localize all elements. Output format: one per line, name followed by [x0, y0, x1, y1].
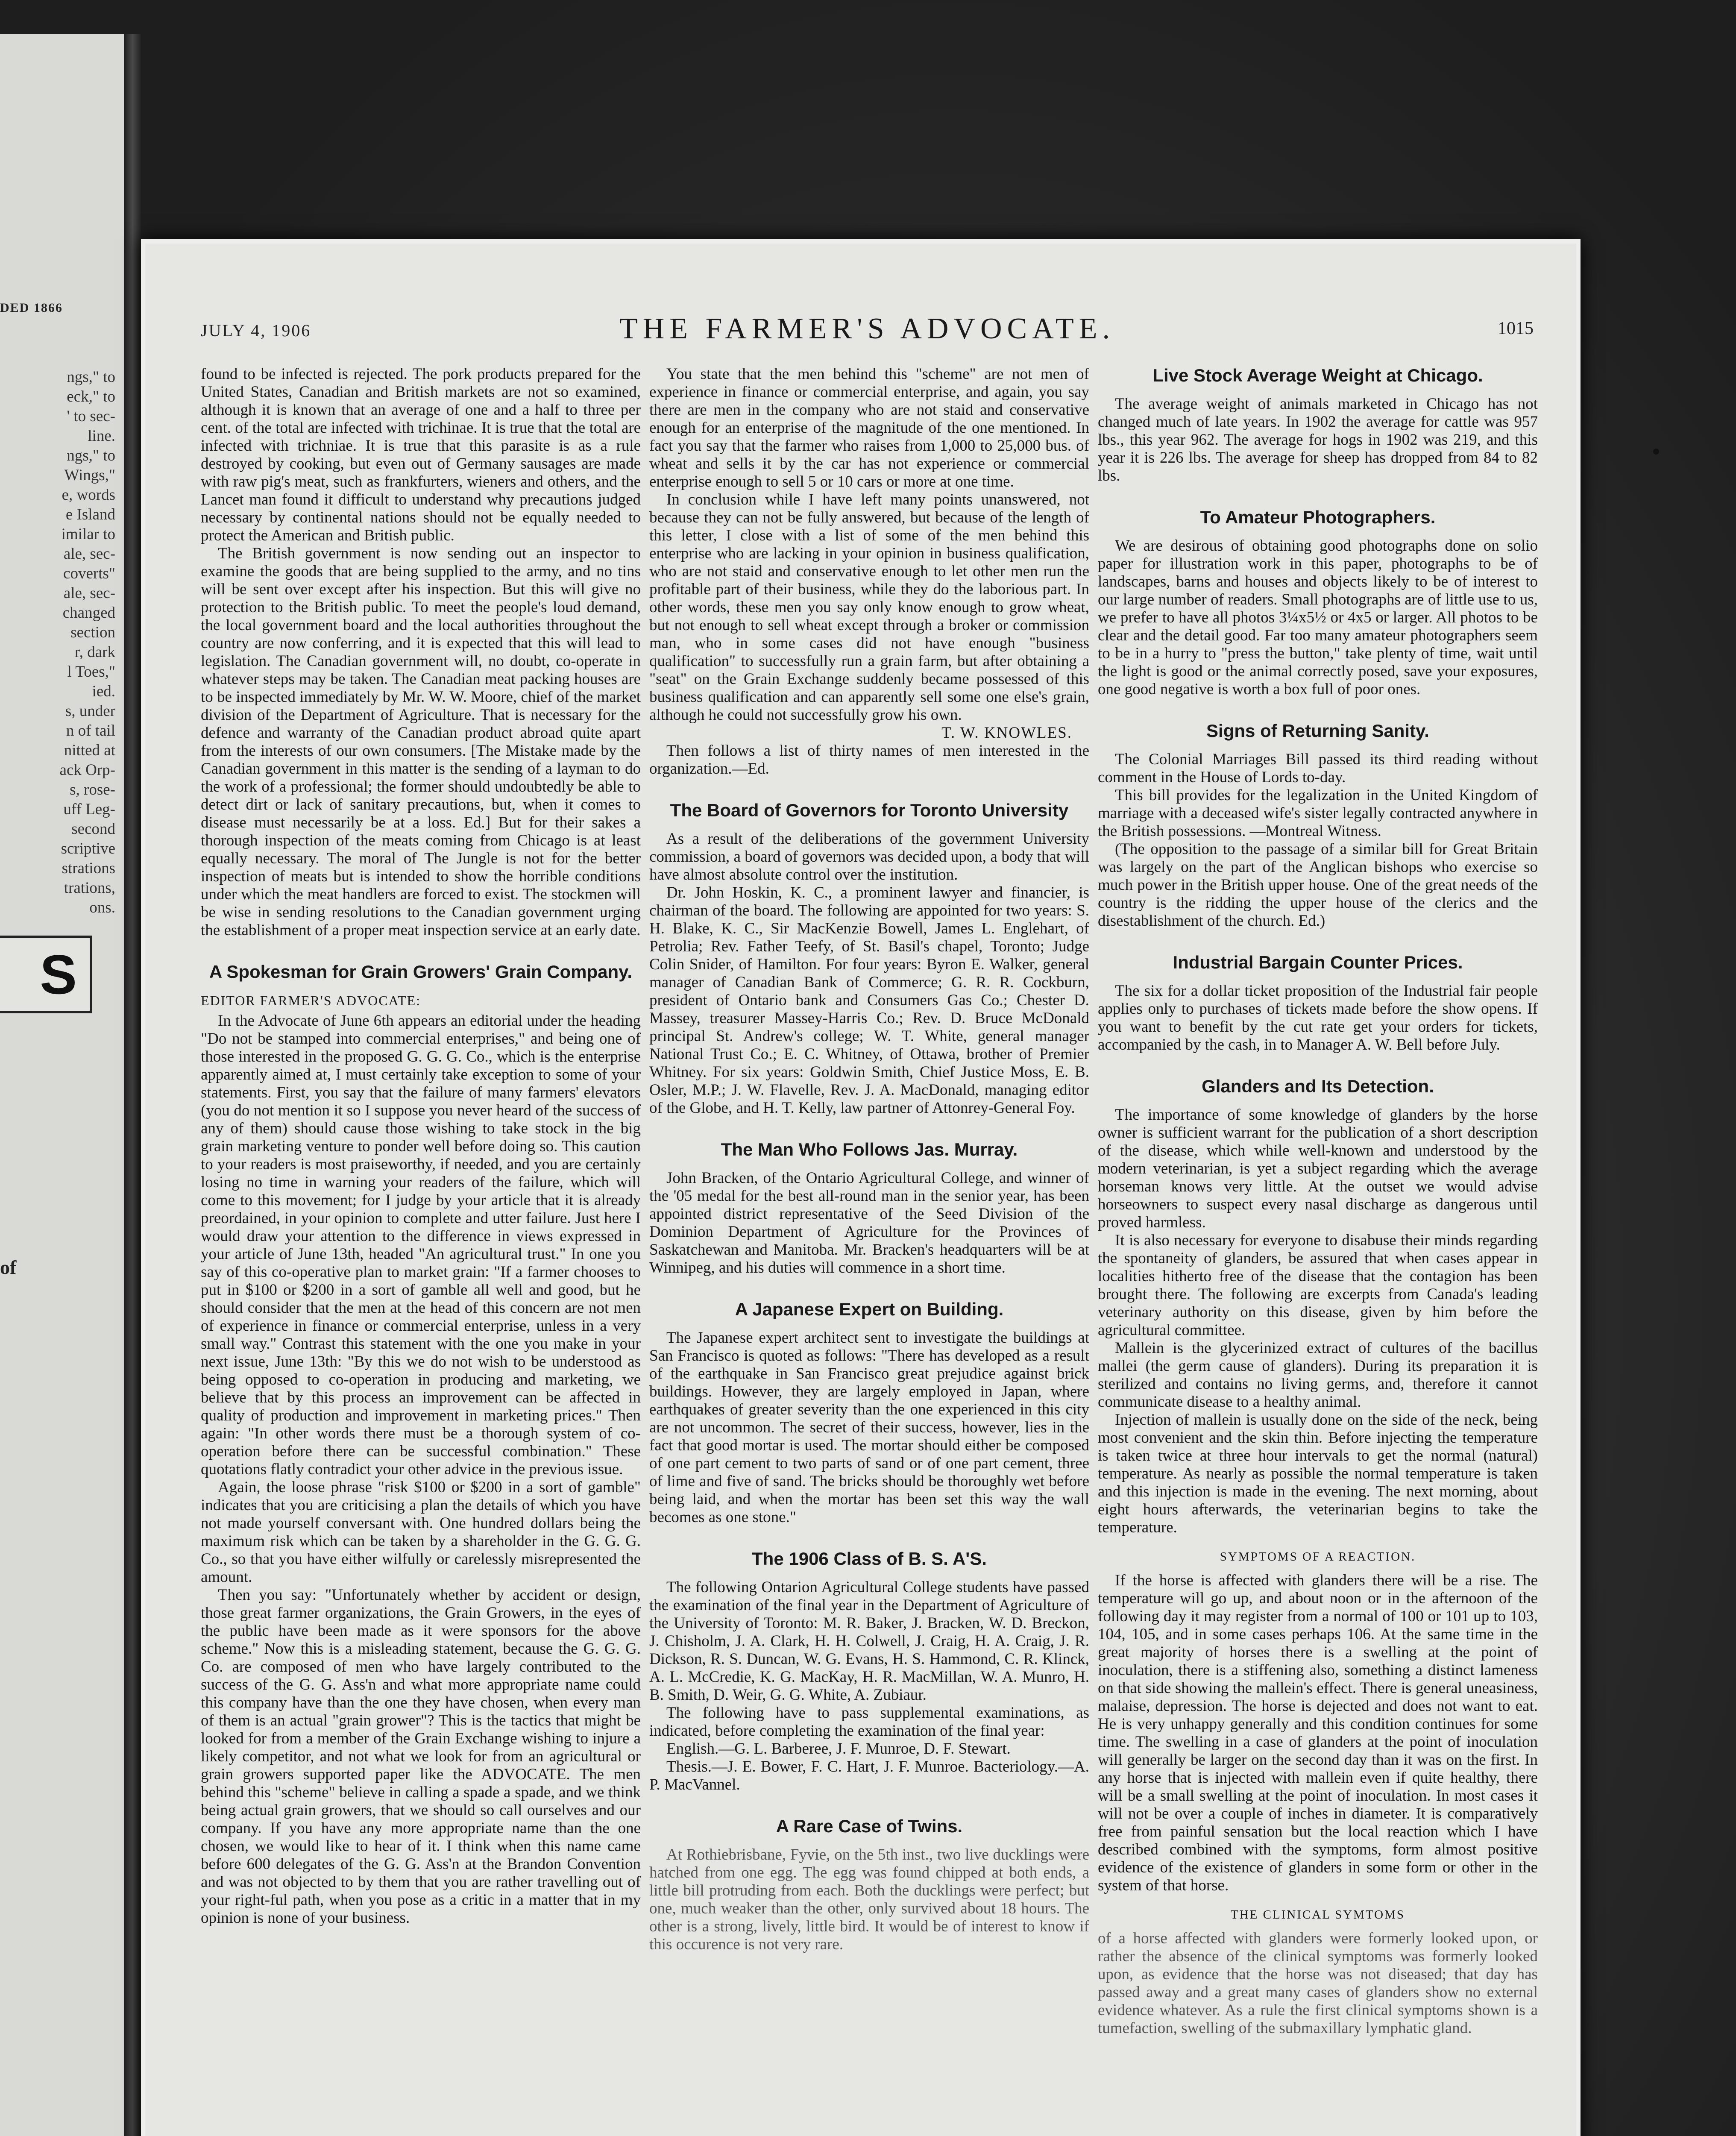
article-paragraph: If the horse is affected with glanders there will be a rise. The temperature will go up, and about noon or in the afternoon of the following day it may register from a normal of 100 or 101 up to 103, 104, 105, and in some cases perhaps 106. At the same time in the great majority of horses there is a swelling at the point of inoculation, there is a stiffening also, something a distinct lameness on that side showing the mallein's effect. There is general uneasiness, malaise, depression. The horse is dejected and does not want to eat. He is very unhappy generally and this condition continues for some time. The swelling in a case of glanders at the point of inoculation will generally be larger on the second day than it was on the first. In any horse that is injected with mallein even if quite healthy, there will be a small swelling at the point of inoculation. In most cases it will not be over a couple of inches in diameter. It is comparatively free from painful sensation but the local reaction which I have described combined with the symptoms, form almost positive evidence of the existence of glanders in some form or other in the system of that horse. — [1098, 1572, 1538, 1894]
article-paragraph: In conclusion while I have left many points unanswered, not because they can not be fully answered, but because of the length of this letter, I close with a list of some of the men behind this enterprise who are lacking in your opinion in business qualification, who are not staid and conservative enough to let other men run the profitable part of their business, while they do the laborious part. In other words, these men you say only know enough to grow wheat, but not enough to sell wheat except through a broker or commission man, who in some cases did not have enough "business qualification" to successfully run a grain farm, but after obtaining a "seat" on the Grain Exchange suddenly became possessed of this business qualification and can apparently sell some one else's grain, although he could not successfully grow his own. — [649, 491, 1089, 724]
adjacent-page-line: n of tail — [66, 722, 115, 739]
headline-returning-sanity: Signs of Returning Sanity. — [1206, 721, 1429, 741]
adjacent-page-ad-box — [0, 936, 92, 1013]
article-paragraph: Mallein is the glycerinized extract of cultures of the bacillus mallei (the germ cause of glanders). During its preparation it is sterilized and contains no living germs, and, therefore it cannot communicate disease to a healthy animal. — [1098, 1339, 1538, 1411]
masthead-title: THE FARMER'S ADVOCATE. — [619, 312, 1115, 345]
headline-toronto-university: The Board of Governors for Toronto University — [670, 800, 1069, 820]
article-paragraph: The six for a dollar ticket proposition of the Industrial fair people applies only to purchases of tickets made before the show opens. If you want to benefit by the cut rate get your orders for tickets, accompanied by the cash, in to Manager A. W. Bell before July. — [1098, 982, 1538, 1053]
newspaper-page — [141, 239, 1581, 2136]
subheading-clinical-symptoms: THE CLINICAL SYMTOMS — [1230, 1908, 1405, 1922]
adjacent-page-line: uff Leg- — [63, 801, 115, 818]
adjacent-page-line: ons. — [89, 899, 115, 916]
letter-signature: T. W. KNOWLES. — [941, 724, 1072, 742]
headline-livestock-weight: Live Stock Average Weight at Chicago. — [1152, 365, 1483, 385]
adjacent-page-header: DED 1866 — [0, 301, 63, 315]
article-paragraph: John Bracken, of the Ontario Agricultural College, and winner of the '05 medal for the best all-round man in the senior year, has been appointed district representative of the Seed Division of the Dominion Department of Agriculture for the Provinces of Saskatchewan and Manitoba. Mr. Bracken's headquarters will be at Winnipeg, and his duties will commence in a short time. — [649, 1169, 1089, 1276]
adjacent-page-line: eck," to — [67, 388, 115, 405]
adjacent-page-line: s, rose- — [70, 781, 115, 798]
adjacent-page-line: l Toes," — [67, 663, 115, 681]
adjacent-page-text — [0, 367, 124, 918]
book-spine — [124, 34, 141, 2136]
adjacent-page-line: imilar to — [61, 525, 115, 543]
article-paragraph: Injection of mallein is usually done on the side of the neck, being most convenient and the skin thin. Before injecting the temperature is taken twice at three hour intervals to get the normal (natural) temperature. As nearly as possible the normal temperature is taken and this injection is made in the evening. The next morning, about eight hours afterwards, the veterinarian begins to take the temperature. — [1098, 1411, 1538, 1536]
editor-salutation: EDITOR FARMER'S ADVOCATE: — [201, 993, 421, 1008]
article-paragraph: The Japanese expert architect sent to investigate the buildings at San Francisco is quoted as follows: "There has developed as a result of the earthquake in San Francisco great prejudice against brick buildings. However, they are largely employed in Japan, where earthquakes of greater severity than the one experienced in this city are not uncommon. The secret of their success, however, lies in the fact that good mortar is used. The mortar should either be composed of one part cement to two parts of sand or of one part cement, three of lime and five of sand. The bricks should be thoroughly wet before being laid, and when the mortar has been set this way the wall becomes as one stone." — [649, 1329, 1089, 1526]
article-paragraph: (The opposition to the passage of a similar bill for Great Britain was largely on the part of the Anglican bishops who exercise so much power in the British upper house. One of the great needs of the country is the ridding the upper house of the clerics and the disestablishment of the church. Ed.) — [1098, 840, 1538, 930]
adjacent-page-line: e, words — [62, 486, 115, 504]
adjacent-page-line: line. — [88, 427, 115, 445]
headline-amateur-photographers: To Amateur Photographers. — [1200, 507, 1436, 527]
adjacent-page-line: scriptive — [61, 840, 115, 857]
adjacent-page-line: r, dark — [74, 643, 115, 661]
article-paragraph: As a result of the deliberations of the government University commission, a board of governors was decided upon, a body that will have almost absolute control over the institution. — [649, 830, 1089, 883]
article-paragraph: The following Ontarion Agricultural College students have passed the examination of the final year in the Department of Agriculture of the University of Toronto: M. R. Baker, J. Bracken, W. D. Breckon, J. Chisholm, J. A. Clark, H. H. Colwell, J. Craig, H. A. Craig, J. R. Dickson, R. S. Duncan, W. G. Evans, H. S. Hammond, C. R. Klinck, A. L. McCredie, K. G. MacKay, H. R. MacMillan, W. A. Munro, H. B. Smith, D. Weir, G. G. White, A. Zubiaur. — [649, 1579, 1089, 1704]
ad-box-letter: S — [40, 943, 77, 1006]
article-paragraph: The Colonial Marriages Bill passed its third reading without comment in the House of Lords to-day. — [1098, 751, 1538, 786]
adjacent-page-line: section — [70, 624, 115, 641]
adjacent-page-line: trations, — [64, 879, 115, 897]
headline-japanese-expert: A Japanese Expert on Building. — [735, 1299, 1004, 1319]
adjacent-page-line: second — [71, 820, 115, 838]
article-paragraph: found to be infected is rejected. The pork products prepared for the United States, Canadian and British markets are not so examined, although it is known that an average of one and a half to three per cent. of the total are infected with trichinae. It is true that the total are infected with trichniae. It is true that this parasite is as a rule destroyed by cooking, but even out of Germany sausages are made with raw pig's meat, such as frankfurters, wieners and others, and the Lancet man found it difficult to understand why precautions judged necessary by continental nations should not be equally needed to protect the American and British public. — [201, 365, 641, 544]
article-paragraph: The importance of some knowledge of glanders by the horse owner is sufficient warrant for the publication of a short description of the disease, which while well-known and understood by the modern veterinarian, is yet a subject regarding which the average horseman knows very little. At the outset we would advise horseowners to suspect every nasal discharge as dangerous until proved harmless. — [1098, 1106, 1538, 1231]
article-paragraph: Dr. John Hoskin, K. C., a prominent lawyer and financier, is chairman of the board. The following are appointed for two years: S. H. Blake, K. C., Sir MacKenzie Bowell, James L. Englehart, of Petrolia; Rev. Father Teefy, of St. Basil's chapel, Toronto; Judge Colin Snider, of Hamilton. For four years: Byron E. Walker, general manager of Canadian Bank of Commerce; G. R. R. Cockburn, president of Ontario bank and Consumers Gas Co.; Chester D. Massey, treasurer Massey-Harris Co.; Rev. D. Bruce McDonald principal St. Andrew's college; W. T. White, general manager National Trust Co.; E. C. Whitney, of Ottawa, brother of Premier Whitney. For six years: Goldwin Smith, Chief Justice Moss, E. B. Osler, M.P.; J. W. Flavelle, Rev. J. A. MacDonald, managing editor of the Globe, and H. T. Kelly, law partner of Attonrey-General Foy. — [649, 884, 1089, 1117]
adjacent-page-line: ngs," to — [67, 368, 115, 386]
adjacent-page-line: strations — [62, 860, 115, 877]
headline-twins: A Rare Case of Twins. — [776, 1816, 963, 1836]
article-paragraph: The British government is now sending out an inspector to examine the goods that are being supplied to the army, and no tins will be sent over except after his inspection. But this will give no protection to the British public. To meet the people's loud demand, the local government board and the local authorities throughout the country are now conferring, and it is expected that this will lead to legislation. The Canadian government will, no doubt, co-operate in whatever steps may be taken. The Canadian meat packing houses are to be inspected immediately by Mr. W. W. Moore, chief of the market division of the Department of Agriculture. That is necessary for the defence and warranty of the Canadian product abroad quite apart from the interests of our own consumers. [The Mistake made by the Canadian government in this matter is the sending of a layman to do the work of a professional; the former should undoubtedly be able to detect dirt or lack of sanitary precautions, but, when it comes to disease must necessarily be at a loss. Ed.] But for their sakes a thorough inspection of the meats coming from Chicago is at least equally necessary. The moral of The Jungle is not for the better inspection of meats but is intended to show the horrible conditions under which the meat handlers are forced to exist. The stockmen will be wise in sending resolutions to the Canadian government urging the establishment of a proper meat inspection service at an early date. — [201, 545, 641, 939]
adjacent-page-line: ale, sec- — [63, 545, 115, 563]
article-paragraph: You state that the men behind this "scheme" are not men of experience in finance or commercial enterprise, and again, you say there are men in the company who are not staid and conservative enough for an enterprise of the magnitude of the one mentioned. In fact you say that the farmer who raises from 1,000 to 25,000 bus. of wheat and sells it by the car has not experience or commercial enterprise enough to sell 5 or 10 cars or more at one time. — [649, 365, 1089, 490]
scan-speck — [1653, 449, 1659, 455]
headline-bsa-class: The 1906 Class of B. S. A'S. — [752, 1549, 987, 1569]
headline-glanders: Glanders and Its Detection. — [1202, 1076, 1434, 1096]
headline-bargain-prices: Industrial Bargain Counter Prices. — [1173, 952, 1463, 972]
article-paragraph: Then you say: "Unfortunately whether by accident or design, those great farmer organizations, the Grain Growers, in the eyes of the public have been made as it were sponsors for the above scheme." Now this is a misleading statement, because the G. G. G. Co. are composed of men who have largely contributed to the success of the G. G. Ass'n and what more appropriate name could this company have than the one they have chosen, when every man of them is an actual "grain grower"? This is the tactics that might be looked for from a member of the Grain Exchange wishing to injure a likely competitor, and not what we look for from an agricultural or grain growers supported paper like the ADVOCATE. The men behind this "scheme" believe in calling a spade a spade, and we think being actual grain growers, that we should so call ourselves and our company. If you have any more appropriate name than the one chosen, we would like to hear of it. I think when this name came before 600 delegates of the G. G. Ass'n at the Brandon Convention and was not objected to by them that you are rather travelling out of your right-ful path, when you pose as a critic in a matter that in my opinion is none of your business. — [201, 1586, 641, 1927]
adjacent-page-line: s, under — [65, 702, 115, 720]
issue-date: JULY 4, 1906 — [201, 321, 311, 340]
adjacent-page-line: changed — [62, 604, 115, 622]
column-2 — [649, 365, 1089, 1954]
adjacent-page-line: ack Orp- — [59, 761, 115, 779]
article-paragraph: At Rothiebrisbane, Fyvie, on the 5th inst., two live ducklings were hatched from one egg. The egg was found chipped at both ends, a little bill protruding from each. Both the ducklings were perfect; but one, much weaker than the other, only survived about 18 hours. The other is a strong, lively, little bird. It would be of interest to know if this occurence is not very rare. — [649, 1846, 1089, 1953]
article-paragraph: This bill provides for the legalization in the United Kingdom of marriage with a deceased wife's sister legally contracted anywhere in the British possessions. —Montreal Witness. — [1098, 786, 1538, 840]
article-paragraph: The following have to pass supplemental examinations, as indicated, before completing the examination of the final year: — [649, 1704, 1089, 1740]
article-paragraph: Again, the loose phrase "risk $100 or $200 in a sort of gamble" indicates that you are criticising a plan the details of which you have not made yourself conversant with. One hundred dollars being the maximum risk which can be taken by a shareholder in the G. G. G. Co., so that you have either wilfully or carelessly misrepresented the amount. — [201, 1479, 641, 1586]
adjacent-page-line: coverts" — [63, 565, 115, 582]
page-number: 1015 — [1498, 319, 1534, 338]
article-paragraph: Thesis.—J. E. Bower, F. C. Hart, J. F. Munroe. Bacteriology.—A. P. MacVannel. — [649, 1758, 1089, 1793]
article-paragraph: English.—G. L. Barberee, J. F. Munroe, D. F. Stewart. — [666, 1740, 1011, 1758]
adjacent-page-line: ale, sec- — [63, 584, 115, 602]
column-3 — [1098, 365, 1538, 2037]
adjacent-page-heading-fragment: of — [0, 1256, 17, 1278]
adjacent-page-line: nitted at — [64, 742, 115, 759]
article-paragraph: It is also necessary for everyone to disabuse their minds regarding the spontaneity of glanders, be assured that when cases appear in localities hitherto free of the disease that the contagion has been brought there. The following are excerpts from Canada's leading veterinary authority on this disease, given by him before the agricultural committee. — [1098, 1232, 1538, 1339]
column-1 — [201, 365, 641, 1927]
article-paragraph: Then follows a list of thirty names of men interested in the organization.—Ed. — [649, 742, 1089, 778]
adjacent-page-line: ' to sec- — [67, 408, 115, 425]
page-header — [201, 312, 1534, 350]
article-paragraph: The average weight of animals marketed in Chicago has not changed much of late years. In 1902 the average for cattle was 957 lbs., this year 962. The average for hogs in 1902 was 219, and this year it is 226 lbs. The average for sheep has dropped from 84 to 82 lbs. — [1098, 395, 1538, 484]
article-paragraph: In the Advocate of June 6th appears an editorial under the heading "Do not be stamped into commercial enterprises," and being one of those interested in the proposed G. G. G. Co., which is the enterprise apparently aimed at, I must certainly take exception to some of your statements. First, you say that the failure of many farmers' elevators (you do not mention it so I suppose you never heard of the success of any of them) should cause those wishing to take stock in the big grain marketing venture to ponder well before doing so. This caution to your readers is most praiseworthy, if needed, and you are certainly losing no time in warning your readers of the failure, which will come to this movement; for I judge by your article that it is already preordained, in your opinion to complete and utter failure. Just here I would draw your attention to the difference in views expressed in your article of June 13th, headed "An agricultural trust." In one you say of this co-operative plan to market grain: "If a farmer chooses to put in $100 or $200 in a sort of gamble all well and good, but he should consider that the men at the head of this concern are not men of experience in finance or commercial enterprise, unless in a very small way." Contrast this statement with the one you make in your next issue, June 13th: "By this we do not wish to be understood as being opposed to co-operation in producing and marketing, we believe that by this process an improvement can be affected in quality of production and improvement in marketing prices." Then again: "In other words there must be a thorough system of co-operation before there can be successful combination." These quotations flatly contradict your other advice in the previous issue. — [201, 1012, 641, 1478]
article-paragraph: of a horse affected with glanders were formerly looked upon, or rather the absence of the clinical symptoms was formerly looked upon, as evidence that the horse was not diseased; that day has passed away and a great many cases of glanders show no external evidence whatever. As a rule the first clinical symptoms shown is a tumefaction, swelling of the submaxillary lymphatic gland. — [1098, 1930, 1538, 2037]
adjacent-page-line: ied. — [92, 683, 115, 700]
adjacent-page-line: e Island — [65, 506, 115, 523]
adjacent-page-fragment — [0, 34, 124, 2136]
article-paragraph: We are desirous of obtaining good photographs done on solio paper for illustration work in this paper, photographs to be of landscapes, barns and houses and objects likely to be of interest to our large number of readers. Small photographs are of little use to us, we prefer to have all photos 3¼x5½ or 4x5 or larger. All photos to be clear and the detail good. Far too many amateur photographers seem to be in a hurry to "press the button," take plenty of time, wait until the light is good or the animal correctly posed, save your exposures, one good negative is worth a box full of poor ones. — [1098, 537, 1538, 698]
adjacent-page-line: ngs," to — [67, 447, 115, 464]
headline-grain-growers: A Spokesman for Grain Growers' Grain Company. — [209, 962, 633, 982]
subheading-symptoms: SYMPTOMS OF A REACTION. — [1220, 1550, 1416, 1564]
adjacent-page-line: Wings," — [64, 467, 115, 484]
headline-jas-murray: The Man Who Follows Jas. Murray. — [721, 1139, 1018, 1159]
